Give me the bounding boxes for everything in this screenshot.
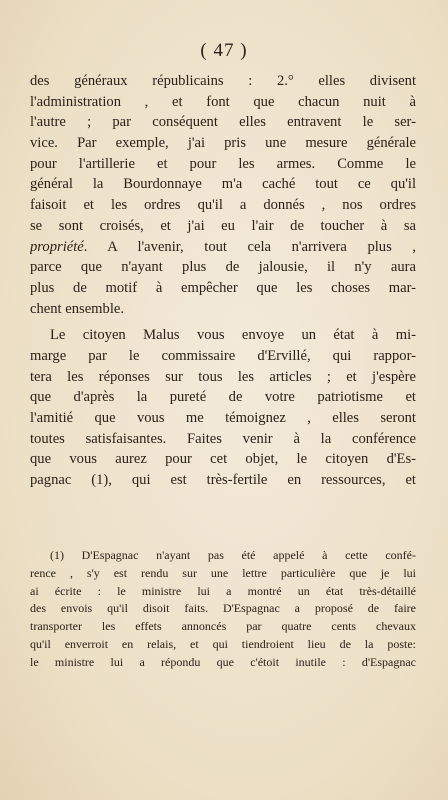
footnote-line: des envois qu'il disoit faits. D'Espagnac a proposé de faire (30, 601, 416, 616)
text-line: chent ensemble. (30, 300, 125, 317)
page-number: ( 47 ) (200, 40, 248, 61)
paragraph-1 (30, 71, 416, 319)
text-line: que vous aurez pour cet objet, le citoyen d'Es- (30, 451, 416, 468)
text-line: que d'après la pureté de votre patriotisme et (30, 389, 416, 406)
text-line: général la Bourdonnaye m'a caché tout ce qu'il (30, 176, 416, 193)
text-line: des généraux républicains : 2.° elles divisent (30, 73, 416, 89)
text-line: marge par le commissaire d'Ervillé, qui rappor- (30, 347, 416, 364)
footnote-line: le ministre lui a répondu que c'étoit inutile : d'Espagnac (30, 654, 416, 669)
paragraph-2 (30, 325, 416, 491)
text-line: toutes satisfaisantes. Faites venir à la conférence (30, 430, 416, 447)
text-line: vice. Par exemple, j'ai pris une mesure générale (30, 135, 416, 152)
footnote (30, 547, 416, 672)
text-line: l'amitié que vous me témoignez , elles seront (30, 410, 416, 426)
text-line: se sont croisés, et j'ai eu l'air de toucher à sa (30, 217, 416, 234)
text-line: pour l'artillerie et pour les armes. Comme le (30, 155, 416, 172)
footnote-line: rence , s'y est rendu sur une lettre particulière que je lui (30, 565, 416, 580)
text-line: plus de motif à empêcher que les choses mar- (30, 279, 416, 296)
footnote-line: transporter les effets annoncés par quatre cents chevaux (30, 619, 416, 634)
footnote-line: qu'il enverroit en relais, et qui tiendroient lieu de la poste: (30, 636, 416, 651)
footnote-line: (1) D'Espagnac n'ayant pas été appelé à cette confé- (50, 548, 416, 562)
text-line: l'administration , et font que chacun nuit à (30, 93, 416, 110)
text-line: pagnac (1), qui est très-fertile en ressources, et (30, 472, 416, 489)
footnote-line: ai écrite : le ministre lui a montré un état très-détaillé (30, 583, 416, 598)
italic-word: propriété (30, 238, 84, 255)
text-fragment: . A l'avenir, tout cela n'arrivera plus , (83, 238, 416, 255)
text-line: parce que n'ayant plus de jalousie, il n'y aura (30, 259, 416, 276)
text-line (30, 237, 416, 258)
text-line: l'autre ; par conséquent elles entravent le ser- (30, 114, 416, 131)
text-line: tera les réponses sur tous les articles ; et j'espère (30, 368, 416, 385)
main-text (30, 71, 416, 491)
text-line: faisoit et les ordres qu'il a donnés , nos ordres (30, 197, 416, 214)
text-line: Le citoyen Malus vous envoye un état à mi- (50, 327, 416, 344)
